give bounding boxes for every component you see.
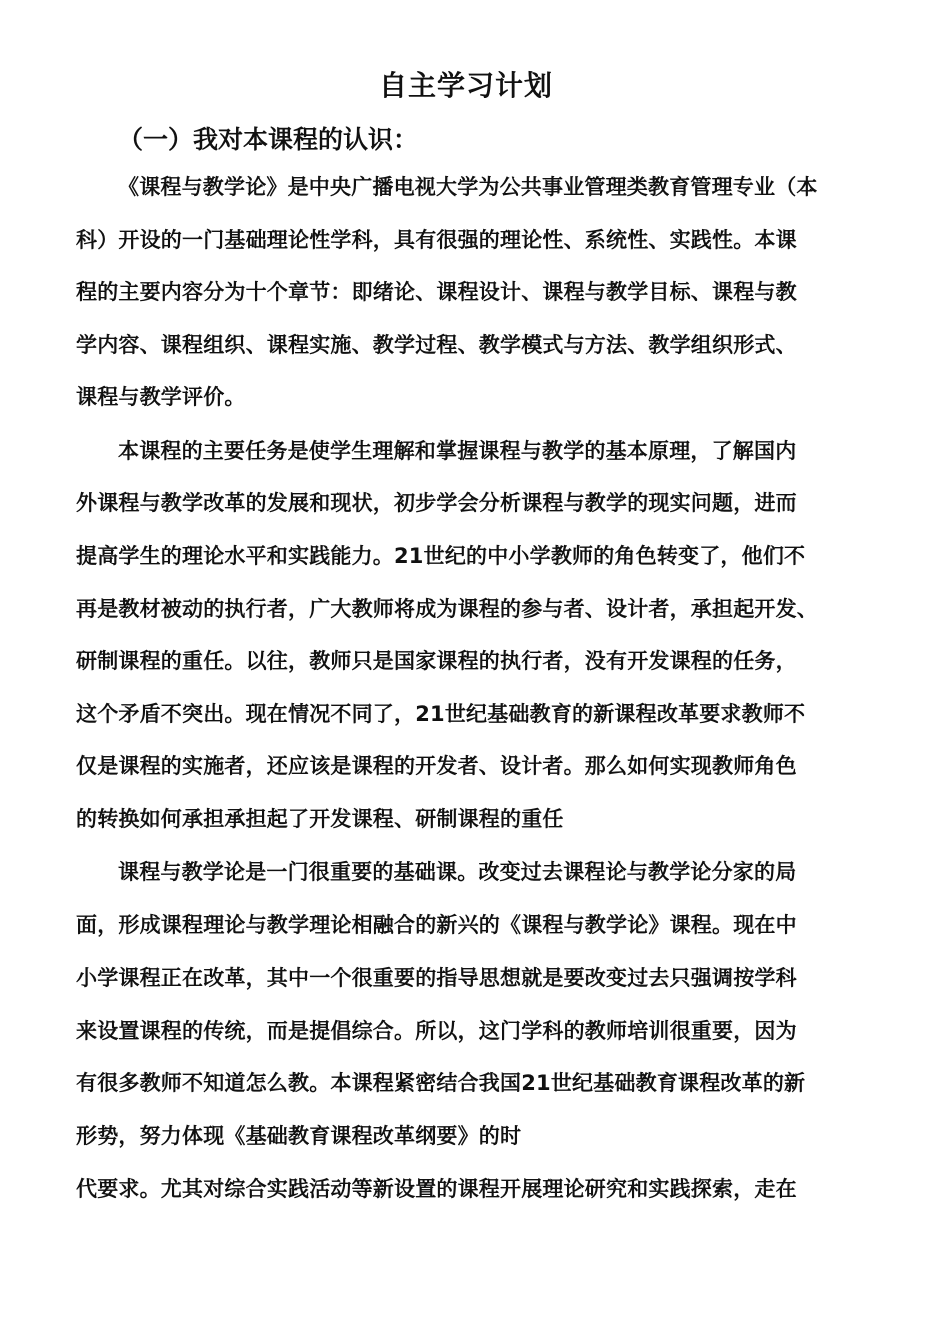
paragraph-1-line-4: 学内容、课程组织、课程实施、教学过程、教学模式与方法、教学组织形式、 <box>76 333 797 357</box>
paragraph-3-line-6: 形势，努力体现《基础教育课程改革纲要》的时 <box>76 1124 522 1148</box>
paragraph-1-line-2: 科）开设的一门基础理论性学科，具有很强的理论性、系统性、实践性。本课 <box>76 228 797 252</box>
paragraph-3-line-4: 来设置课程的传统，而是提倡综合。所以，这门学科的教师培训很重要，因为 <box>76 1019 797 1043</box>
paragraph-2-line-7: 仅是课程的实施者，还应该是课程的开发者、设计者。那么如何实现教师角色 <box>76 754 797 778</box>
paragraph-2-line-4: 再是教材被动的执行者，广大教师将成为课程的参与者、设计者，承担起开发、 <box>76 597 818 621</box>
paragraph-2-line-2: 外课程与教学改革的发展和现状，初步学会分析课程与教学的现实问题，进而 <box>76 491 797 515</box>
paragraph-2-line-1: 本课程的主要任务是使学生理解和掌握课程与教学的基本原理，了解国内 <box>118 439 797 463</box>
paragraph-1-line-1: 《课程与教学论》是中央广播电视大学为公共事业管理类教育管理专业（本 <box>118 175 818 199</box>
document-title: 自主学习计划 <box>378 69 553 102</box>
paragraph-3-line-3: 小学课程正在改革，其中一个很重要的指导思想就是要改变过去只强调按学科 <box>76 966 797 990</box>
paragraph-2-line-6: 这个矛盾不突出。现在情况不同了，21世纪基础教育的新课程改革要求教师不 <box>76 702 806 726</box>
paragraph-3-line-7: 代要求。尤其对综合实践活动等新设置的课程开展理论研究和实践探索，走在 <box>76 1177 797 1201</box>
paragraph-3-line-1: 课程与教学论是一门很重要的基础课。改变过去课程论与教学论分家的局 <box>118 860 797 884</box>
paragraph-3-line-2: 面，形成课程理论与教学理论相融合的新兴的《课程与教学论》课程。现在中 <box>76 913 797 937</box>
paragraph-3-line-5: 有很多教师不知道怎么教。本课程紧密结合我国21世纪基础教育课程改革的新 <box>76 1071 806 1095</box>
paragraph-1-line-5: 课程与教学评价。 <box>76 385 246 409</box>
paragraph-2-line-5: 研制课程的重任。以往，教师只是国家课程的执行者，没有开发课程的任务， <box>76 649 797 673</box>
section-heading: （一）我对本课程的认识： <box>118 125 419 154</box>
paragraph-2-line-8: 的转换如何承担承担起了开发课程、研制课程的重任 <box>76 807 564 831</box>
paragraph-1-line-3: 程的主要内容分为十个章节：即绪论、课程设计、课程与教学目标、课程与教 <box>76 280 797 304</box>
paragraph-2-line-3: 提高学生的理论水平和实践能力。21世纪的中小学教师的角色转变了，他们不 <box>76 544 806 568</box>
